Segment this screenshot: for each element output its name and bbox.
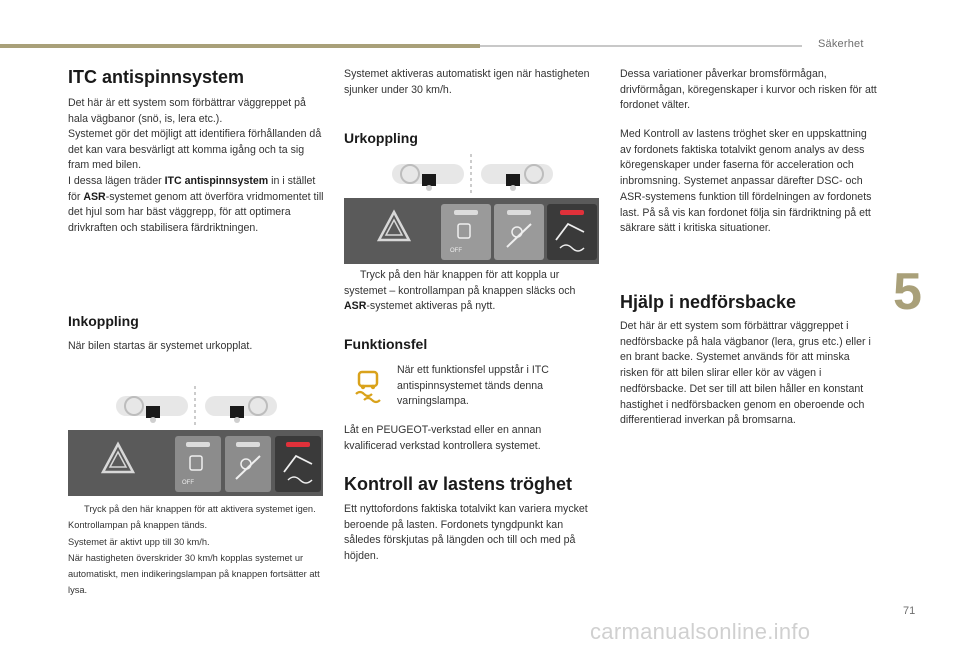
- header-rule: [480, 45, 802, 47]
- steering-wheel-icon: [116, 396, 188, 423]
- inkoppling-note-2: Systemet är aktivt upp till 30 km/h.: [68, 537, 210, 547]
- itc-paragraph-2: Systemet gör det möjligt att identifiera förhållanden då det kan vara besvärligt att komma igång och ta sig fram med bilen.: [68, 128, 322, 172]
- watermark: carmanualsonline.info: [590, 619, 811, 644]
- svg-text:OFF: OFF: [182, 480, 194, 486]
- hill-descent-title: Hjälp i nedförsbacke: [620, 292, 797, 312]
- funktionsfel-advice: Låt en PEUGEOT-verkstad eller en annan kvalificerad verkstad kontrollera systemet.: [344, 424, 542, 452]
- inkoppling-note-3: När hastigheten överskrider 30 km/h kopplas systemet ur automatiskt, men indikeringslampan på knappen fortsätter att lysa.: [68, 553, 320, 595]
- itc-paragraph-3: I dessa lägen träder ITC antispinnsystem in i stället för ASR-systemet genom att överföra vridmomentet till det hjul som har bäst väggrepp, för att optimera drivkraften och stabilisera färdriktningen.: [68, 175, 324, 235]
- button-illustration-off: [344, 152, 599, 264]
- urkoppling-text: Tryck på den här knappen för att koppla ur systemet – kontrollampan på knappen släcks och ASR-systemet aktiveras på nytt.: [344, 269, 576, 313]
- svg-text:OFF: OFF: [450, 248, 462, 254]
- urkoppling-title: Urkoppling: [344, 130, 418, 146]
- traction-warning-lamp-icon: [350, 368, 386, 409]
- hill-descent-text: Det här är ett system som förbättrar väggreppet i nedförsbacke på hala vägbanor (lera, grus etc.) eller i en brant backe. Systemet används för att minska risken för att bilen slirar eller kör av vägen i nedförsbacke. Det ser till att bilen håller en konstant hastighet i nedförsbacken genom en oberoende och differentierad inverkan på bromsarna.: [620, 320, 871, 427]
- inkoppling-text: När bilen startas är systemet urkopplat.: [68, 340, 253, 352]
- funktionsfel-title: Funktionsfel: [344, 336, 428, 352]
- chapter-number: 5: [893, 263, 922, 321]
- button-illustration-on: [68, 384, 323, 496]
- steering-wheel-icon: [481, 164, 553, 191]
- itc-title: ITC antispinnsystem: [68, 67, 245, 87]
- steering-wheel-icon: [392, 164, 464, 191]
- kontroll-title: Kontroll av lastens tröghet: [344, 474, 573, 494]
- header-accent-bar: [0, 44, 480, 48]
- inkoppling-title: Inkoppling: [68, 313, 139, 329]
- kontroll-text: Ett nyttofordons faktiska totalvikt kan variera mycket beroende på lasten. Fordonets tyngdpunkt kan således förskjutas på längden och till och med på höjden.: [344, 503, 588, 563]
- itc-paragraph-1: Det här är ett system som förbättrar väggreppet på hala vägbanor (snö, is, lera etc.).: [68, 97, 306, 125]
- inkoppling-note-1: Tryck på den här knappen för att aktivera systemet igen. Kontrollampan på knappen tänds.: [68, 504, 316, 530]
- load-control-text: Med Kontroll av lastens tröghet sker en uppskattning av fordonets faktiska totalvikt genom analys av dess köregenskaper under faserna för acceleration och inbromsning. Systemet anpassar därefter DSC- och ASR-systemens funktion till fördelningen av fordonets last. På så vis kan fordonet följa sin färdriktning på ett säkrare sätt i kritiska situationer.: [620, 128, 872, 235]
- reactivation-text: Systemet aktiveras automatiskt igen när hastigheten sjunker under 30 km/h.: [344, 68, 590, 96]
- steering-wheel-icon: [205, 396, 277, 423]
- load-effects-text: Dessa variationer påverkar bromsförmågan, drivförmågan, köregenskaper i kurvor och risken för att fordonet välter.: [620, 68, 877, 112]
- page-number: 71: [903, 605, 916, 617]
- funktionsfel-text: När ett funktionsfel uppstår i ITC antispinnsystemet tänds denna varningslampa.: [397, 364, 549, 408]
- section-name: Säkerhet: [818, 38, 864, 50]
